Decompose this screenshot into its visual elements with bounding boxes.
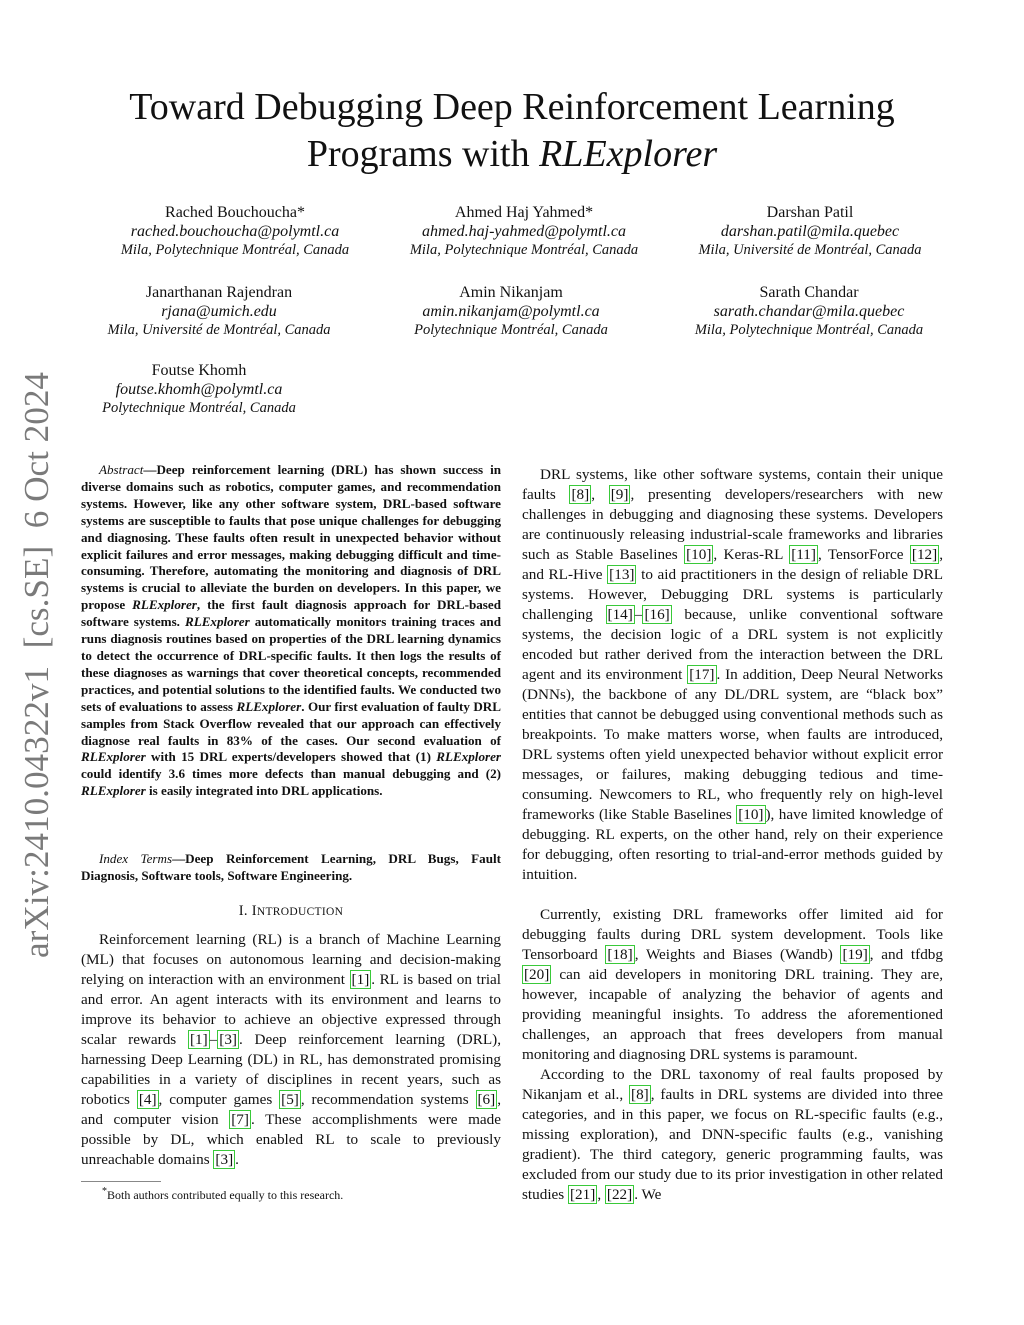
citation-link[interactable]: [18] — [607, 946, 633, 963]
title-tool-name: RLExplorer — [539, 133, 718, 175]
citation-link[interactable]: [19] — [842, 946, 868, 963]
citation-link[interactable]: [16] — [644, 606, 670, 623]
intro-paragraph: Reinforcement learning (RL) is a branch of Machine Learning (ML) that focuses on autonomous learning and decision-making relying on interaction with an environment [1] . RL is based on trial and error. An agent interacts with its environment and learns to improve its behavior to achieve an objective expressed through scalar rewards [1] – [3] . Deep reinforcement learning (DRL), harnessing Deep Learning (DL) in RL, has demonstrated promising capabilities in a variety of disciplines in recent years, such as robotics [4] , computer games [5] , recommendation systems [6] , and computer vision [7] . These accomplishments were made possible by DL, which enabled RL to scale to previously unreachable domains [3] . — [81, 931, 502, 1168]
citation-link[interactable]: [20] — [524, 966, 550, 983]
title-line-2: Programs with RLExplorer — [306, 133, 718, 175]
author-block — [361, 283, 661, 340]
abstract: Abstract—Deep reinforcement learning (DRL) has shown success in diverse domains such as robotics, computer games, and recommendation systems. However, like any other software system, DRL-based software systems are susceptible to faults that pose unique challenges for debugging and diagnosing. These faults often result in unexpected behavior without explicit failures and error messages, making debugging difficult and time-consuming. Therefore, automating the monitoring and diagnosis of DRL systems is crucial to alleviate the burden on developers. In this paper, we propose RLExplorer, the first fault diagnosis approach for DRL-based software systems. RLExplorer automatically monitors training traces and runs diagnosis routines based on properties of the DRL learning dynamics to detect the occurrence of DRL-specific faults. It then logs the results of these diagnoses as warnings that cover theoretical concepts, recommended practices, and potential solutions to the identified faults. We conducted two sets of evaluations to assess RLExplorer. Our first evaluation of faulty DRL samples from Stack Overflow revealed that our approach can effectively diagnose real faults in 83% of the cases. Our second evaluation of RLExplorer with 15 DRL experts/developers showed that (1) RLExplorer could identify 3.6 times more defects than manual debugging and (2) RLExplorer is easily integrated into DRL applications. — [81, 462, 501, 799]
right-paragraph-1: DRL systems, like other software systems, contain their unique faults [8] , [9] , presenting developers/researchers with new challenges in debugging and diagnosing these systems. Developers are continuously releasing industrial-scale frameworks and libraries such as Stable Baselines [10] , Keras-RL [11] , TensorForce [12] , and RL-Hive [13] to aid practitioners in the design of reliable DRL systems. However, Debugging DRL systems is particularly challenging [14] – [16] because, unlike conventional software systems, the decision logic of a DRL system is not explicitly encoded but rather derived from the interaction between the DRL agent and its environment [17] . In addition, Deep Neural Networks (DNNs), the backbone of any DL/DRL system, are “black box” entities that cannot be debugged using conventional methods such as breakpoints. To make matters worse, when faults are introduced, DRL systems often yield unexpected behavior without explicit error messages, or failures, making debugging tedious and time-consuming. Newcomers to RL, who frequently rely on high-level frameworks (like Stable Baselines [10] ), have limited knowledge of debugging. RL experts, on the other hand, rely on their experience for debugging, often resorting to trial-and-error methods guided by intuition. — [522, 466, 943, 883]
author-email: rjana@umich.edu — [161, 303, 277, 320]
citation-link[interactable]: [10] — [686, 546, 712, 563]
author-email: darshan.patil@mila.quebec — [720, 223, 900, 240]
author-email: foutse.khomh@polymtl.ca — [115, 381, 283, 398]
citation-link[interactable]: [3] — [219, 1031, 237, 1048]
footnote: *Both authors contributed equally to this research. — [102, 1186, 344, 1202]
citation-link[interactable]: [1] — [351, 971, 370, 988]
author-affiliation: Mila, Polytechnique Montréal, Canada — [694, 322, 924, 338]
citation-link[interactable]: [10] — [738, 806, 764, 823]
author-name: Amin Nikanjam — [459, 284, 563, 301]
author-affiliation: Mila, Polytechnique Montréal, Canada — [120, 242, 350, 258]
footnote-rule — [81, 1181, 161, 1182]
author-email: sarath.chandar@mila.quebec — [713, 303, 905, 320]
index-terms: Index Terms—Deep Reinforcement Learning, DRL Bugs, Fault Diagnosis, Software tools, Software Engineering. — [81, 851, 501, 883]
citation-link[interactable]: [5] — [281, 1091, 299, 1108]
author-email: ahmed.haj-yahmed@polymtl.ca — [422, 223, 626, 240]
citation-link[interactable]: [8] — [631, 1086, 649, 1103]
index-terms-label: Index Terms — [99, 851, 173, 866]
citation-link[interactable]: [17] — [689, 666, 715, 683]
right-paragraph-2: Currently, existing DRL frameworks offer limited aid for debugging faults during DRL system development. Tools like Tensorboard [18] , Weights and Biases (Wandb) [19] , and tfdbg [20] can aid developers in monitoring DRL training. They are, however, incapable of analyzing the behavior of agents and providing meaningful insights. To address the aforementioned challenges, an approach that frees developers from manual monitoring and diagnosing DRL systems is paramount. — [522, 906, 943, 1063]
citation-link[interactable]: [6] — [477, 1091, 496, 1108]
author-email: amin.nikanjam@polymtl.ca — [422, 303, 600, 320]
author-block — [85, 203, 385, 260]
citation-link[interactable]: [22] — [606, 1186, 633, 1203]
citation-link[interactable]: [13] — [609, 566, 635, 583]
author-affiliation: Polytechnique Montréal, Canada — [102, 400, 296, 416]
author-block — [660, 203, 960, 260]
author-affiliation: Mila, Université de Montréal, Canada — [107, 322, 331, 338]
author-block — [49, 361, 349, 418]
author-name: Sarath Chandar — [759, 284, 859, 301]
author-name: Janarthanan Rajendran — [145, 284, 293, 301]
paper-title — [0, 84, 1024, 178]
citation-link[interactable]: [8] — [571, 486, 590, 503]
section-heading: I. INTRODUCTION — [238, 903, 344, 919]
author-name: Rached Bouchoucha* — [165, 204, 305, 221]
citation-link[interactable]: [1] — [189, 1031, 208, 1048]
author-affiliation: Mila, Polytechnique Montréal, Canada — [409, 242, 639, 258]
citation-link[interactable]: [14] — [607, 606, 633, 623]
citation-link[interactable]: [3] — [215, 1151, 234, 1168]
author-affiliation: Mila, Université de Montréal, Canada — [698, 242, 922, 258]
arxiv-stamp — [14, 370, 56, 960]
author-name: Darshan Patil — [766, 204, 854, 221]
citation-link[interactable]: [9] — [610, 486, 629, 503]
right-paragraph-3: According to the DRL taxonomy of real faults proposed by Nikanjam et al., [8] , faults in DRL systems are divided into three categories, and in this paper, we focus on RL-specific faults (e.g., missing exploration), and DNN-specific faults (e.g., vanishing gradient). The third category, generic programming faults, was excluded from our study due to its prior investigation in other related studies [21] , [22] . We — [522, 1066, 944, 1203]
title-line-1: Toward Debugging Deep Reinforcement Learning — [129, 86, 895, 128]
abstract-label: Abstract — [99, 462, 144, 477]
citation-link[interactable]: [11] — [791, 546, 816, 563]
author-block — [374, 203, 674, 260]
author-name: Foutse Khomh — [151, 362, 247, 379]
citation-link[interactable]: [21] — [570, 1186, 596, 1203]
citation-link[interactable]: [7] — [231, 1111, 249, 1128]
citation-link[interactable]: [4] — [138, 1091, 157, 1108]
author-block — [69, 283, 369, 340]
arxiv-stamp-text: arXiv:2410.04322v1 [cs.SE] 6 Oct 2024 — [17, 374, 56, 958]
author-email: rached.bouchoucha@polymtl.ca — [130, 223, 340, 240]
author-affiliation: Polytechnique Montréal, Canada — [414, 322, 608, 338]
author-name: Ahmed Haj Yahmed* — [454, 204, 594, 221]
citation-link[interactable]: [12] — [911, 546, 938, 563]
author-block — [659, 283, 959, 340]
